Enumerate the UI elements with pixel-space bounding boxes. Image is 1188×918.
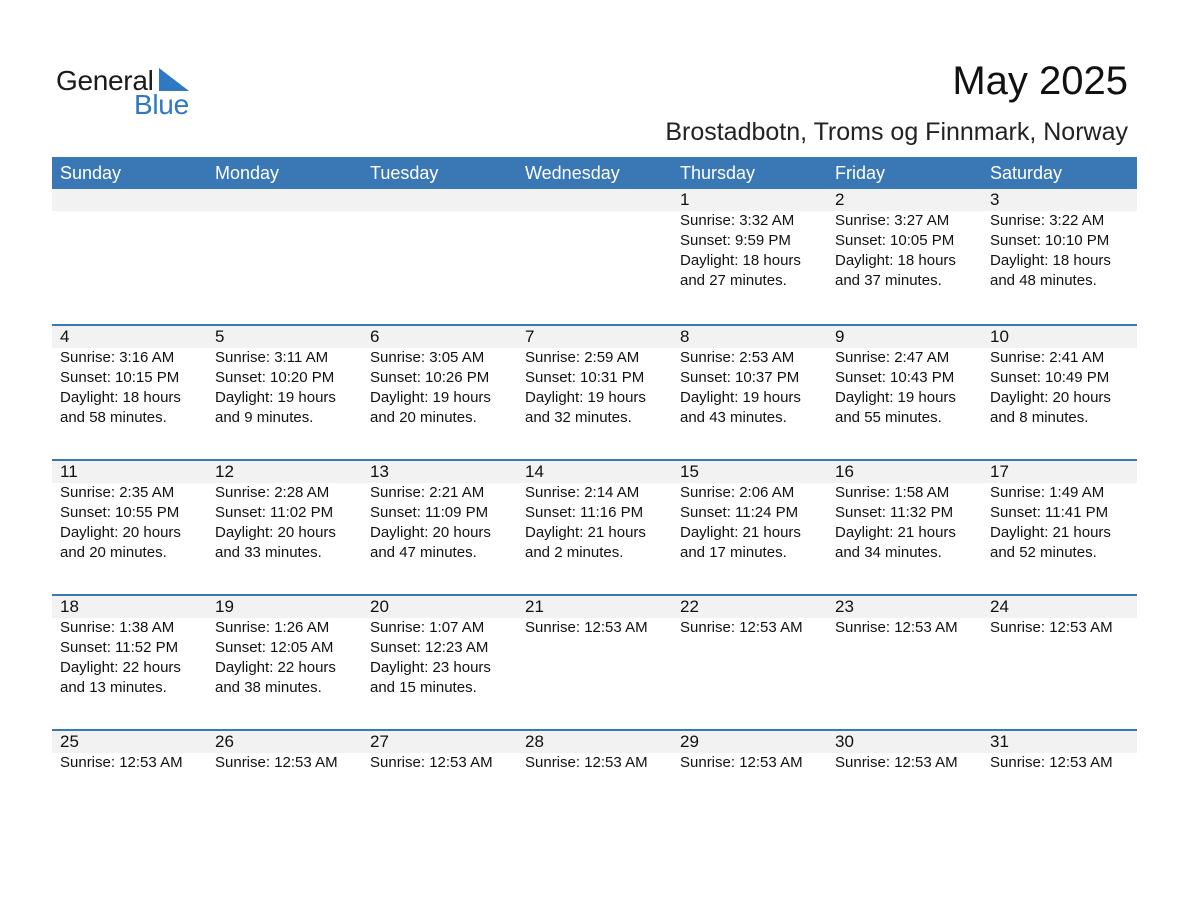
- sun-info-line: Sunrise: 12:53 AM: [990, 754, 1113, 771]
- sun-info-line: Sunrise: 2:47 AM: [835, 349, 950, 366]
- sun-info: [60, 753, 207, 773]
- sun-info: [680, 753, 827, 773]
- day-number: 24: [990, 597, 1009, 616]
- sun-info-line: Sunrise: 12:53 AM: [835, 619, 958, 636]
- sun-info: [990, 348, 1137, 428]
- sun-info-line: Sunrise: 3:16 AM: [60, 349, 175, 366]
- sun-info-line: Daylight: 18 hours: [680, 252, 801, 269]
- sun-info-line: Sunset: 11:09 PM: [370, 504, 489, 521]
- day-cell: [517, 461, 672, 563]
- page-title: May 2025: [952, 59, 1128, 103]
- day-number: 26: [215, 732, 234, 751]
- sun-info-line: and 58 minutes.: [60, 409, 167, 426]
- sun-info-line: Daylight: 19 hours: [525, 389, 646, 406]
- logo-text-blue: Blue: [134, 89, 189, 120]
- day-cell: [52, 731, 207, 773]
- day-cell: [207, 461, 362, 563]
- day-cell: [982, 731, 1137, 773]
- day-number: 4: [60, 327, 70, 346]
- sun-info-line: and 38 minutes.: [215, 679, 322, 696]
- day-cell: [362, 731, 517, 773]
- day-cell: [207, 731, 362, 773]
- sun-info-line: Sunrise: 2:21 AM: [370, 484, 485, 501]
- day-number: 1: [680, 190, 690, 209]
- empty-day-cell: [207, 189, 362, 291]
- sun-info: [370, 618, 517, 698]
- sun-info-line: Daylight: 18 hours: [835, 252, 956, 269]
- day-cell: [362, 326, 517, 428]
- sun-info-line: Daylight: 20 hours: [215, 524, 336, 541]
- sun-info-line: Sunset: 10:37 PM: [680, 369, 800, 386]
- sun-info-line: Sunrise: 3:27 AM: [835, 212, 950, 229]
- day-number: 20: [370, 597, 389, 616]
- sun-info-line: Sunset: 10:49 PM: [990, 369, 1110, 386]
- day-number: 30: [835, 732, 854, 751]
- sun-info-line: Daylight: 21 hours: [835, 524, 956, 541]
- day-number: 11: [60, 462, 78, 481]
- sun-info: [215, 348, 362, 428]
- sun-info-line: Daylight: 21 hours: [990, 524, 1111, 541]
- day-cell: [517, 596, 672, 698]
- calendar-week: [52, 324, 1137, 459]
- day-number: 3: [990, 190, 1000, 209]
- sun-info-line: Sunrise: 12:53 AM: [60, 754, 183, 771]
- day-cell: [672, 731, 827, 773]
- sun-info-line: and 2 minutes.: [525, 544, 624, 561]
- sun-info-line: Sunset: 12:05 AM: [215, 639, 334, 656]
- day-number: 16: [835, 462, 854, 481]
- day-number: 17: [990, 462, 1009, 481]
- sun-info: [370, 483, 517, 563]
- day-number: 6: [370, 327, 380, 346]
- sun-info: [370, 348, 517, 428]
- sun-info-line: and 9 minutes.: [215, 409, 314, 426]
- sun-info-line: Sunrise: 3:22 AM: [990, 212, 1105, 229]
- sun-info-line: Sunrise: 1:49 AM: [990, 484, 1105, 501]
- day-number: 28: [525, 732, 544, 751]
- day-number: 18: [60, 597, 79, 616]
- day-cell: [827, 461, 982, 563]
- calendar-week: [52, 729, 1137, 864]
- day-cell: [362, 596, 517, 698]
- sun-info-line: Daylight: 20 hours: [990, 389, 1111, 406]
- sun-info-line: and 33 minutes.: [215, 544, 322, 561]
- sun-info-line: Sunrise: 12:53 AM: [680, 754, 803, 771]
- sun-info: [60, 483, 207, 563]
- sun-info-line: Sunrise: 3:11 AM: [215, 349, 329, 366]
- sun-info: [525, 753, 672, 773]
- sun-info-line: and 37 minutes.: [835, 272, 942, 289]
- sun-info-line: Sunrise: 12:53 AM: [990, 619, 1113, 636]
- sun-info-line: Sunset: 11:16 PM: [525, 504, 644, 521]
- day-cell: [52, 596, 207, 698]
- calendar-week: [52, 594, 1137, 729]
- day-cell: [827, 731, 982, 773]
- day-number: 2: [835, 190, 845, 209]
- week-cells: [52, 326, 1137, 428]
- day-number: 25: [60, 732, 79, 751]
- calendar-week: [52, 189, 1137, 324]
- sun-info-line: and 13 minutes.: [60, 679, 167, 696]
- sun-info-line: and 15 minutes.: [370, 679, 477, 696]
- sun-info-line: Daylight: 19 hours: [680, 389, 801, 406]
- sun-info-line: and 48 minutes.: [990, 272, 1097, 289]
- sun-info-line: Sunset: 12:23 AM: [370, 639, 489, 656]
- day-cell: [672, 596, 827, 698]
- sun-info-line: Sunrise: 1:26 AM: [215, 619, 330, 636]
- week-cells: [52, 731, 1137, 773]
- day-number: 29: [680, 732, 699, 751]
- location-subtitle: Brostadbotn, Troms og Finnmark, Norway: [665, 118, 1128, 146]
- week-cells: [52, 189, 1137, 291]
- sun-info-line: Sunset: 10:15 PM: [60, 369, 180, 386]
- sun-info-line: Sunrise: 12:53 AM: [835, 754, 958, 771]
- sun-info-line: Daylight: 19 hours: [370, 389, 491, 406]
- sun-info: [60, 348, 207, 428]
- weekday-saturday: Saturday: [990, 163, 1063, 183]
- day-cell: [982, 596, 1137, 698]
- day-number: 31: [990, 732, 1009, 751]
- sun-info: [835, 753, 982, 773]
- day-cell: [517, 731, 672, 773]
- sun-info-line: Sunset: 10:20 PM: [215, 369, 335, 386]
- brand-logo: [56, 64, 206, 120]
- weekday-thursday: Thursday: [680, 163, 756, 183]
- sun-info: [215, 483, 362, 563]
- sun-info-line: Daylight: 22 hours: [215, 659, 336, 676]
- day-number: 22: [680, 597, 699, 616]
- sun-info-line: Sunset: 10:31 PM: [525, 369, 645, 386]
- sun-info-line: Daylight: 22 hours: [60, 659, 181, 676]
- sun-info-line: Sunset: 11:24 PM: [680, 504, 799, 521]
- weekday-tuesday: Tuesday: [370, 163, 439, 183]
- day-cell: [672, 189, 827, 291]
- sun-info: [680, 483, 827, 563]
- sun-info-line: Sunrise: 2:14 AM: [525, 484, 640, 501]
- empty-day-cell: [362, 189, 517, 291]
- sun-info-line: Sunrise: 12:53 AM: [525, 619, 648, 636]
- day-number: 27: [370, 732, 389, 751]
- sun-info-line: Sunrise: 2:06 AM: [680, 484, 795, 501]
- sun-info-line: Sunrise: 2:35 AM: [60, 484, 175, 501]
- sun-info-line: Sunset: 11:41 PM: [990, 504, 1109, 521]
- sun-info-line: Sunrise: 3:32 AM: [680, 212, 795, 229]
- sun-info-line: Sunrise: 1:07 AM: [370, 619, 485, 636]
- sun-info-line: Daylight: 20 hours: [60, 524, 181, 541]
- sun-info-line: Sunset: 9:59 PM: [680, 232, 791, 249]
- sun-info-line: Sunset: 11:52 PM: [60, 639, 179, 656]
- sun-info-line: Sunrise: 3:05 AM: [370, 349, 485, 366]
- sun-info-line: and 17 minutes.: [680, 544, 787, 561]
- sun-info-line: Sunrise: 2:53 AM: [680, 349, 795, 366]
- day-number: 19: [215, 597, 234, 616]
- sun-info-line: Daylight: 18 hours: [60, 389, 181, 406]
- sun-info: [215, 753, 362, 773]
- day-number: 14: [525, 462, 544, 481]
- sun-info-line: and 8 minutes.: [990, 409, 1089, 426]
- week-cells: [52, 461, 1137, 563]
- sun-info-line: Sunrise: 12:53 AM: [680, 619, 803, 636]
- weekday-wednesday: Wednesday: [525, 163, 620, 183]
- sun-info: [835, 618, 982, 638]
- weekday-monday: Monday: [215, 163, 280, 183]
- sun-info-line: Daylight: 21 hours: [525, 524, 646, 541]
- sun-info: [835, 211, 982, 291]
- sun-info-line: and 52 minutes.: [990, 544, 1097, 561]
- sun-info-line: and 20 minutes.: [370, 409, 477, 426]
- sun-info: [990, 618, 1137, 638]
- calendar-weeks: [52, 189, 1137, 864]
- sun-info-line: and 34 minutes.: [835, 544, 942, 561]
- sun-info: [525, 483, 672, 563]
- sun-info: [525, 348, 672, 428]
- sun-info-line: Sunrise: 2:41 AM: [990, 349, 1105, 366]
- sun-info-line: Sunrise: 1:38 AM: [60, 619, 175, 636]
- sun-info: [990, 211, 1137, 291]
- sun-info-line: Sunset: 10:26 PM: [370, 369, 490, 386]
- sun-info-line: Daylight: 21 hours: [680, 524, 801, 541]
- calendar-grid: [52, 157, 1137, 864]
- day-number: 13: [370, 462, 389, 481]
- sun-info-line: Sunrise: 1:58 AM: [835, 484, 950, 501]
- day-number: 15: [680, 462, 699, 481]
- sun-info: [525, 618, 672, 638]
- week-cells: [52, 596, 1137, 698]
- sun-info-line: and 55 minutes.: [835, 409, 942, 426]
- weekday-header: [52, 157, 1137, 189]
- day-number: 10: [990, 327, 1009, 346]
- sun-info: [680, 348, 827, 428]
- day-cell: [827, 189, 982, 291]
- day-number: 5: [215, 327, 225, 346]
- weekday-sunday: Sunday: [60, 163, 122, 183]
- day-cell: [52, 326, 207, 428]
- sun-info-line: Sunrise: 12:53 AM: [215, 754, 338, 771]
- day-cell: [207, 326, 362, 428]
- sun-info-line: Daylight: 19 hours: [215, 389, 336, 406]
- sun-info-line: Daylight: 20 hours: [370, 524, 491, 541]
- day-cell: [982, 326, 1137, 428]
- sun-info-line: Sunrise: 12:53 AM: [370, 754, 493, 771]
- day-cell: [982, 189, 1137, 291]
- day-cell: [672, 326, 827, 428]
- empty-day-cell: [52, 189, 207, 291]
- sun-info-line: Sunrise: 2:28 AM: [215, 484, 330, 501]
- sun-info: [990, 483, 1137, 563]
- sun-info: [215, 618, 362, 698]
- day-number: 23: [835, 597, 854, 616]
- sun-info: [835, 483, 982, 563]
- sun-info: [680, 211, 827, 291]
- sun-info: [990, 753, 1137, 773]
- day-cell: [52, 461, 207, 563]
- sun-info-line: Daylight: 23 hours: [370, 659, 491, 676]
- sun-info: [60, 618, 207, 698]
- empty-day-cell: [517, 189, 672, 291]
- sun-info-line: and 32 minutes.: [525, 409, 632, 426]
- sun-info: [835, 348, 982, 428]
- day-cell: [517, 326, 672, 428]
- sun-info-line: Sunset: 11:32 PM: [835, 504, 954, 521]
- logo-text-general: General: [56, 65, 154, 96]
- day-number: 9: [835, 327, 845, 346]
- sun-info-line: and 47 minutes.: [370, 544, 477, 561]
- sun-info: [680, 618, 827, 638]
- sun-info-line: and 20 minutes.: [60, 544, 167, 561]
- day-number: 8: [680, 327, 690, 346]
- sun-info-line: Sunrise: 12:53 AM: [525, 754, 648, 771]
- sun-info-line: Sunset: 10:05 PM: [835, 232, 955, 249]
- sun-info-line: Sunrise: 2:59 AM: [525, 349, 640, 366]
- day-cell: [827, 596, 982, 698]
- sun-info-line: Daylight: 19 hours: [835, 389, 956, 406]
- sun-info-line: Daylight: 18 hours: [990, 252, 1111, 269]
- sun-info-line: Sunset: 10:10 PM: [990, 232, 1110, 249]
- day-cell: [827, 326, 982, 428]
- day-cell: [362, 461, 517, 563]
- calendar-week: [52, 459, 1137, 594]
- sun-info-line: and 43 minutes.: [680, 409, 787, 426]
- sun-info-line: Sunset: 11:02 PM: [215, 504, 334, 521]
- sun-info: [370, 753, 517, 773]
- weekday-friday: Friday: [835, 163, 886, 183]
- day-cell: [207, 596, 362, 698]
- sun-info-line: Sunset: 10:55 PM: [60, 504, 180, 521]
- day-number: 7: [525, 327, 535, 346]
- day-cell: [982, 461, 1137, 563]
- day-cell: [672, 461, 827, 563]
- day-number: 21: [525, 597, 544, 616]
- sun-info-line: Sunset: 10:43 PM: [835, 369, 955, 386]
- sun-info-line: and 27 minutes.: [680, 272, 787, 289]
- day-number: 12: [215, 462, 234, 481]
